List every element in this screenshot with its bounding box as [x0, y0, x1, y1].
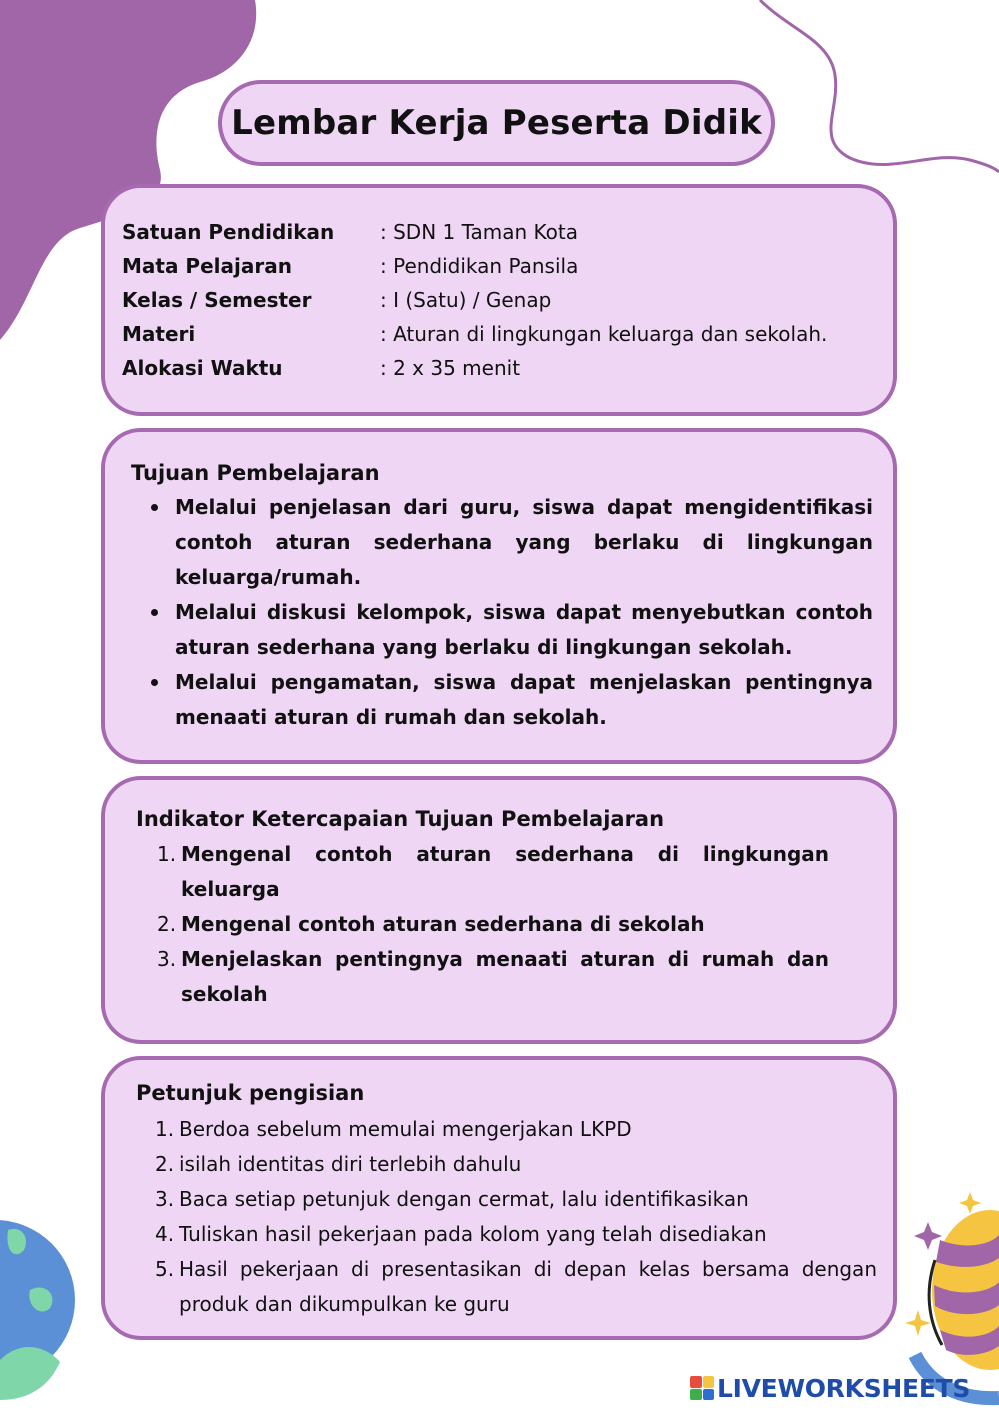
wavy-line-shape	[760, 0, 999, 172]
identity-label: Satuan Pendidikan	[122, 220, 335, 244]
liveworksheets-logo-icon	[690, 1376, 714, 1400]
list-item-text: Mengenal contoh aturan sederhana di lingkungan keluarga	[181, 842, 829, 901]
list-item	[155, 1112, 877, 1147]
liveworksheets-watermark[interactable]	[690, 1374, 990, 1402]
identity-label: Kelas / Semester	[122, 288, 312, 312]
bullet-icon	[151, 609, 158, 616]
list-item	[155, 1252, 877, 1322]
list-item-text: Baca setiap petunjuk dengan cermat, lalu identifikasikan	[179, 1187, 749, 1211]
bullet-icon	[151, 504, 158, 511]
indikator-card	[101, 776, 897, 1044]
blue-planet-shape	[0, 1220, 75, 1400]
list-item-text: Melalui penjelasan dari guru, siswa dapat mengidentifikasi contoh aturan sederhana yang berlaku di lingkungan keluarga/rumah.	[175, 495, 873, 589]
list-item	[175, 490, 873, 595]
list-item-text: Berdoa sebelum memulai mengerjakan LKPD	[179, 1117, 632, 1141]
list-number: 4.	[155, 1222, 175, 1246]
list-item-text: Hasil pekerjaan di presentasikan di depan kelas bersama dengan produk dan dikumpulkan ke guru	[179, 1257, 877, 1316]
petunjuk-title: Petunjuk pengisian	[136, 1081, 365, 1105]
identity-value: : SDN 1 Taman Kota	[380, 220, 578, 244]
tujuan-list	[175, 490, 873, 735]
identity-value: : Pendidikan Pansila	[380, 254, 579, 278]
identity-value: : 2 x 35 menit	[380, 356, 521, 380]
tujuan-card	[101, 428, 897, 764]
petunjuk-card	[101, 1056, 897, 1340]
list-item	[155, 1217, 877, 1252]
title-banner	[218, 80, 775, 166]
identity-value: : I (Satu) / Genap	[380, 288, 552, 312]
list-item	[157, 837, 829, 907]
page-title: Lembar Kerja Peserta Didik	[231, 103, 762, 143]
identity-card	[101, 184, 897, 416]
watermark-text: LIVEWORKSHEETS	[717, 1373, 971, 1403]
identity-value: : Aturan di lingkungan keluarga dan sekolah.	[380, 322, 828, 346]
list-number: 1.	[157, 842, 177, 866]
bullet-icon	[151, 679, 158, 686]
list-item-text: isilah identitas diri terlebih dahulu	[179, 1152, 522, 1176]
indikator-title: Indikator Ketercapaian Tujuan Pembelajaran	[136, 807, 665, 831]
identity-row	[122, 322, 827, 346]
list-item	[157, 942, 829, 1012]
list-number: 3.	[155, 1187, 175, 1211]
identity-row	[122, 220, 578, 244]
list-item	[155, 1147, 877, 1182]
identity-label: Alokasi Waktu	[122, 356, 283, 380]
list-item-text: Melalui pengamatan, siswa dapat menjelaskan pentingnya menaati aturan di rumah dan sekolah.	[175, 670, 873, 729]
list-number: 1.	[155, 1117, 175, 1141]
tujuan-title: Tujuan Pembelajaran	[131, 461, 380, 485]
list-item-text: Mengenal contoh aturan sederhana di sekolah	[181, 912, 705, 936]
list-number: 2.	[155, 1152, 175, 1176]
identity-label: Materi	[122, 322, 196, 346]
list-item-text: Tuliskan hasil pekerjaan pada kolom yang telah disediakan	[179, 1222, 767, 1246]
identity-row	[122, 254, 578, 278]
identity-row	[122, 356, 520, 380]
list-item-text: Melalui diskusi kelompok, siswa dapat menyebutkan contoh aturan sederhana yang berlaku di lingkungan sekolah.	[175, 600, 873, 659]
petunjuk-list	[155, 1112, 877, 1322]
identity-row	[122, 288, 551, 312]
indikator-list	[157, 837, 829, 1012]
list-item-text: Menjelaskan pentingnya menaati aturan di rumah dan sekolah	[181, 947, 829, 1006]
list-item	[157, 907, 829, 942]
list-item	[155, 1182, 877, 1217]
list-item	[175, 665, 873, 735]
list-number: 2.	[157, 912, 177, 936]
list-number: 5.	[155, 1257, 175, 1281]
list-number: 3.	[157, 947, 177, 971]
list-item	[175, 595, 873, 665]
identity-label: Mata Pelajaran	[122, 254, 292, 278]
